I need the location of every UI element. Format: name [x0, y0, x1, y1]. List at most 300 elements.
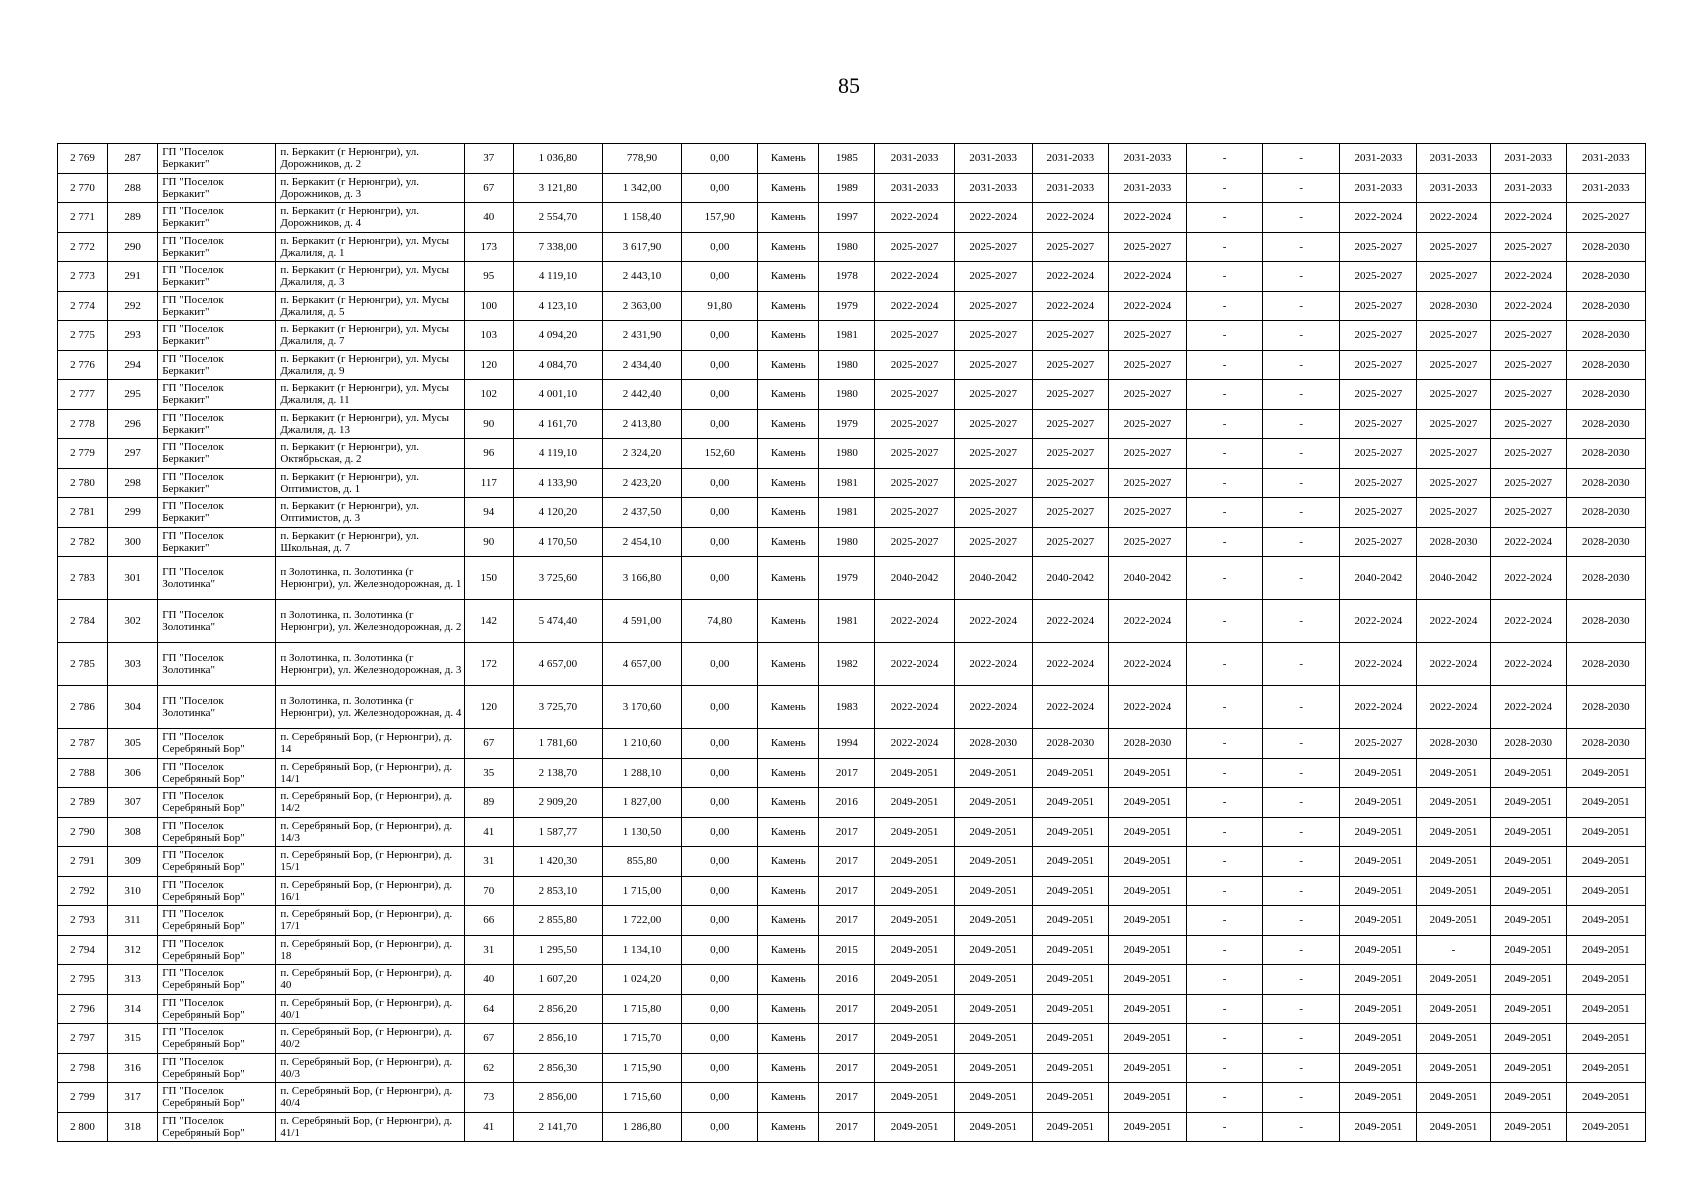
table-cell: 2015 — [819, 935, 875, 965]
table-cell: 2022-2024 — [1490, 643, 1566, 686]
table-cell: 2028-2030 — [954, 729, 1032, 759]
table-cell: п. Серебряный Бор, (г Нерюнгри), д. 40/4 — [276, 1083, 464, 1113]
table-cell: - — [1187, 1083, 1263, 1113]
table-cell: 2049-2051 — [1417, 965, 1490, 995]
table-cell: 2049-2051 — [1566, 817, 1645, 847]
table-cell: 778,90 — [602, 144, 681, 174]
table-cell: 2025-2027 — [1032, 498, 1108, 528]
table-cell: 2 788 — [58, 758, 108, 788]
table-cell: 2049-2051 — [1032, 935, 1108, 965]
table-cell: 0,00 — [682, 498, 758, 528]
table-cell: ГП "Поселок Золотинка" — [158, 686, 276, 729]
table-cell: 2049-2051 — [954, 935, 1032, 965]
table-cell: 2 786 — [58, 686, 108, 729]
table-cell: 64 — [464, 994, 513, 1024]
table-cell: ГП "Поселок Серебряный Бор" — [158, 817, 276, 847]
table-cell: 2 800 — [58, 1112, 108, 1142]
table-cell: - — [1187, 729, 1263, 759]
table-cell: 2049-2051 — [875, 1024, 954, 1054]
table-cell: 4 657,00 — [602, 643, 681, 686]
table-cell: 2031-2033 — [1340, 144, 1417, 174]
table-cell: 2049-2051 — [1032, 994, 1108, 1024]
table-cell: 2028-2030 — [1566, 729, 1645, 759]
table-cell: 292 — [108, 291, 158, 321]
table-cell: 2028-2030 — [1566, 468, 1645, 498]
table-cell: 2 784 — [58, 600, 108, 643]
table-cell: - — [1187, 468, 1263, 498]
table-cell: Камень — [758, 1053, 819, 1083]
table-cell: - — [1263, 468, 1340, 498]
table-cell: 2031-2033 — [954, 144, 1032, 174]
table-cell: 2025-2027 — [1032, 321, 1108, 351]
table-cell: 304 — [108, 686, 158, 729]
table-cell: 0,00 — [682, 144, 758, 174]
table-cell: 2028-2030 — [1566, 600, 1645, 643]
table-cell: 2031-2033 — [1490, 144, 1566, 174]
table-cell: 67 — [464, 729, 513, 759]
table-cell: 3 121,80 — [513, 173, 602, 203]
table-cell: 3 725,70 — [513, 686, 602, 729]
table-row — [58, 935, 1646, 965]
table-row — [58, 291, 1646, 321]
table-cell: 73 — [464, 1083, 513, 1113]
table-cell: 2 769 — [58, 144, 108, 174]
table-cell: 2049-2051 — [1108, 935, 1186, 965]
table-cell: Камень — [758, 527, 819, 557]
table-cell: 2049-2051 — [1490, 1112, 1566, 1142]
table-cell: 2 856,00 — [513, 1083, 602, 1113]
table-cell: п. Беркакит (г Нерюнгри), ул. Дорожников, д. 2 — [276, 144, 464, 174]
table-cell: 1 295,50 — [513, 935, 602, 965]
table-cell: 2025-2027 — [954, 350, 1032, 380]
table-cell: 0,00 — [682, 409, 758, 439]
table-cell: 1 827,00 — [602, 788, 681, 818]
table-cell: 1 715,90 — [602, 1053, 681, 1083]
table-cell: 2025-2027 — [1340, 527, 1417, 557]
table-cell: 2016 — [819, 788, 875, 818]
table-cell: 2025-2027 — [1032, 468, 1108, 498]
table-cell: 2022-2024 — [875, 643, 954, 686]
table-cell: 2049-2051 — [1490, 847, 1566, 877]
table-cell: 2031-2033 — [1340, 173, 1417, 203]
table-cell: 2049-2051 — [1490, 817, 1566, 847]
table-cell: - — [1187, 498, 1263, 528]
table-cell: - — [1263, 686, 1340, 729]
table-cell: 89 — [464, 788, 513, 818]
table-cell: 90 — [464, 527, 513, 557]
table-row — [58, 498, 1646, 528]
table-cell: п. Беркакит (г Нерюнгри), ул. Мусы Джалиля, д. 9 — [276, 350, 464, 380]
table-cell: 2022-2024 — [1108, 203, 1186, 233]
table-cell: п. Беркакит (г Нерюнгри), ул. Дорожников, д. 4 — [276, 203, 464, 233]
table-cell: 2022-2024 — [1108, 600, 1186, 643]
table-cell: 314 — [108, 994, 158, 1024]
table-cell: 3 170,60 — [602, 686, 681, 729]
table-cell: 0,00 — [682, 1053, 758, 1083]
table-cell: - — [1263, 935, 1340, 965]
table-cell: 2 772 — [58, 232, 108, 262]
table-cell: 91,80 — [682, 291, 758, 321]
table-cell: п Золотинка, п. Золотинка (г Нерюнгри), ул. Железнодорожная, д. 2 — [276, 600, 464, 643]
table-cell: 0,00 — [682, 643, 758, 686]
table-cell: п. Беркакит (г Нерюнгри), ул. Мусы Джалиля, д. 3 — [276, 262, 464, 292]
table-cell: 142 — [464, 600, 513, 643]
table-cell: - — [1263, 965, 1340, 995]
table-cell: - — [1187, 1053, 1263, 1083]
table-cell: 66 — [464, 906, 513, 936]
table-cell: 2025-2027 — [1490, 409, 1566, 439]
table-cell: 2049-2051 — [1490, 1083, 1566, 1113]
table-cell: ГП "Поселок Серебряный Бор" — [158, 994, 276, 1024]
table-cell: - — [1263, 527, 1340, 557]
table-cell: - — [1263, 557, 1340, 600]
table-cell: 2 138,70 — [513, 758, 602, 788]
table-cell: 2025-2027 — [1108, 498, 1186, 528]
table-cell: п. Беркакит (г Нерюнгри), ул. Мусы Джалиля, д. 1 — [276, 232, 464, 262]
table-cell: п. Беркакит (г Нерюнгри), ул. Октябрьская, д. 2 — [276, 439, 464, 469]
table-cell: 297 — [108, 439, 158, 469]
table-cell: 2028-2030 — [1490, 729, 1566, 759]
table-cell: 0,00 — [682, 380, 758, 410]
table-cell: 0,00 — [682, 876, 758, 906]
table-cell: 172 — [464, 643, 513, 686]
table-cell: Камень — [758, 173, 819, 203]
table-cell: - — [1263, 291, 1340, 321]
table-cell: 2 141,70 — [513, 1112, 602, 1142]
table-cell: 67 — [464, 173, 513, 203]
table-cell: 1989 — [819, 173, 875, 203]
table-cell: 2025-2027 — [954, 232, 1032, 262]
table-cell: 2022-2024 — [1108, 643, 1186, 686]
table-cell: 2049-2051 — [1417, 847, 1490, 877]
table-cell: 2 795 — [58, 965, 108, 995]
table-cell: п Золотинка, п. Золотинка (г Нерюнгри), ул. Железнодорожная, д. 3 — [276, 643, 464, 686]
table-cell: 2049-2051 — [1108, 1112, 1186, 1142]
table-cell: ГП "Поселок Беркакит" — [158, 350, 276, 380]
table-cell: 2025-2027 — [1340, 729, 1417, 759]
table-cell: 100 — [464, 291, 513, 321]
table-cell: 2049-2051 — [1340, 817, 1417, 847]
table-cell: 1980 — [819, 380, 875, 410]
table-row — [58, 686, 1646, 729]
table-cell: - — [1263, 1112, 1340, 1142]
table-cell: Камень — [758, 817, 819, 847]
table-cell: 293 — [108, 321, 158, 351]
table-cell: 2 796 — [58, 994, 108, 1024]
table-cell: 2049-2051 — [1566, 847, 1645, 877]
table-cell: 2025-2027 — [1108, 350, 1186, 380]
table-cell: 3 725,60 — [513, 557, 602, 600]
page-number: 85 — [838, 73, 860, 98]
table-cell: 2049-2051 — [1490, 994, 1566, 1024]
table-cell: 0,00 — [682, 965, 758, 995]
table-row — [58, 262, 1646, 292]
table-cell: 2049-2051 — [1108, 1024, 1186, 1054]
table-cell: 2 770 — [58, 173, 108, 203]
table-cell: 289 — [108, 203, 158, 233]
table-cell: 2025-2027 — [1417, 409, 1490, 439]
table-cell: 2022-2024 — [875, 203, 954, 233]
table-cell: 95 — [464, 262, 513, 292]
table-cell: ГП "Поселок Беркакит" — [158, 439, 276, 469]
table-cell: 316 — [108, 1053, 158, 1083]
table-cell: 7 338,00 — [513, 232, 602, 262]
table-cell: 2049-2051 — [1490, 758, 1566, 788]
table-cell: 37 — [464, 144, 513, 174]
table-cell: 2049-2051 — [875, 965, 954, 995]
table-cell: ГП "Поселок Серебряный Бор" — [158, 788, 276, 818]
table-cell: 2 454,10 — [602, 527, 681, 557]
table-cell: 2031-2033 — [1417, 144, 1490, 174]
table-cell: ГП "Поселок Беркакит" — [158, 409, 276, 439]
table-cell: 2 771 — [58, 203, 108, 233]
table-cell: 311 — [108, 906, 158, 936]
table-cell: 1997 — [819, 203, 875, 233]
table-cell: 2049-2051 — [1566, 1083, 1645, 1113]
table-cell: Камень — [758, 232, 819, 262]
table-cell: 2 790 — [58, 817, 108, 847]
table-cell: 2022-2024 — [1032, 291, 1108, 321]
table-cell: 2022-2024 — [1032, 262, 1108, 292]
table-row — [58, 1024, 1646, 1054]
table-cell: 4 119,10 — [513, 439, 602, 469]
table-cell: 2 776 — [58, 350, 108, 380]
table-cell: 70 — [464, 876, 513, 906]
table-cell: 120 — [464, 686, 513, 729]
table-cell: 2 431,90 — [602, 321, 681, 351]
table-cell: 2031-2033 — [1566, 144, 1645, 174]
table-cell: - — [1263, 1053, 1340, 1083]
table-cell: 2022-2024 — [1340, 686, 1417, 729]
table-cell: 2049-2051 — [1566, 965, 1645, 995]
table-cell: ГП "Поселок Беркакит" — [158, 232, 276, 262]
table-cell: 2049-2051 — [954, 1112, 1032, 1142]
table-cell: - — [1263, 409, 1340, 439]
table-cell: 5 474,40 — [513, 600, 602, 643]
table-cell: 2049-2051 — [954, 876, 1032, 906]
table-cell: 41 — [464, 1112, 513, 1142]
table-cell: 2049-2051 — [1108, 847, 1186, 877]
table-cell: 2049-2051 — [1032, 758, 1108, 788]
table-cell: ГП "Поселок Беркакит" — [158, 144, 276, 174]
table-cell: 307 — [108, 788, 158, 818]
table-cell: - — [1187, 994, 1263, 1024]
table-cell: 40 — [464, 965, 513, 995]
table-cell: 2 437,50 — [602, 498, 681, 528]
table-cell: - — [1187, 262, 1263, 292]
table-cell: 1994 — [819, 729, 875, 759]
table-row — [58, 965, 1646, 995]
table-cell: 287 — [108, 144, 158, 174]
table-cell: 2025-2027 — [1490, 350, 1566, 380]
table-cell: 2022-2024 — [954, 643, 1032, 686]
table-cell: - — [1187, 1112, 1263, 1142]
table-cell: 2028-2030 — [1032, 729, 1108, 759]
table-cell: 2 785 — [58, 643, 108, 686]
table-cell: 0,00 — [682, 527, 758, 557]
table-row — [58, 1112, 1646, 1142]
table-cell: Камень — [758, 994, 819, 1024]
table-cell: 2040-2042 — [1032, 557, 1108, 600]
table-cell: 1 158,40 — [602, 203, 681, 233]
table-cell: 2017 — [819, 758, 875, 788]
table-cell: 0,00 — [682, 686, 758, 729]
table-cell: 2022-2024 — [1490, 291, 1566, 321]
table-cell: 2022-2024 — [954, 600, 1032, 643]
table-cell: ГП "Поселок Беркакит" — [158, 498, 276, 528]
table-cell: 2022-2024 — [875, 262, 954, 292]
table-cell: - — [1187, 350, 1263, 380]
table-cell: 2049-2051 — [1340, 788, 1417, 818]
table-cell: Камень — [758, 321, 819, 351]
table-cell: - — [1417, 935, 1490, 965]
table-cell: - — [1263, 350, 1340, 380]
table-cell: 2049-2051 — [1108, 758, 1186, 788]
table-row — [58, 203, 1646, 233]
table-cell: 35 — [464, 758, 513, 788]
table-cell: - — [1187, 321, 1263, 351]
table-cell: п. Серебряный Бор, (г Нерюнгри), д. 14/3 — [276, 817, 464, 847]
table-cell: 2025-2027 — [1032, 232, 1108, 262]
table-cell: п Золотинка, п. Золотинка (г Нерюнгри), ул. Железнодорожная, д. 4 — [276, 686, 464, 729]
table-cell: 2049-2051 — [954, 1024, 1032, 1054]
table-cell: 2049-2051 — [954, 758, 1032, 788]
table-cell: Камень — [758, 788, 819, 818]
table-cell: - — [1263, 729, 1340, 759]
table-cell: 2049-2051 — [1032, 817, 1108, 847]
table-cell: 4 170,50 — [513, 527, 602, 557]
table-cell: 2049-2051 — [1108, 817, 1186, 847]
table-cell: 2022-2024 — [1108, 686, 1186, 729]
table-cell: 2049-2051 — [1566, 1053, 1645, 1083]
table-cell: 2031-2033 — [1566, 173, 1645, 203]
table-cell: ГП "Поселок Серебряный Бор" — [158, 1024, 276, 1054]
table-cell: 0,00 — [682, 935, 758, 965]
table-cell: 1 715,70 — [602, 1024, 681, 1054]
table-cell: 2028-2030 — [1566, 643, 1645, 686]
table-cell: 1978 — [819, 262, 875, 292]
table-cell: - — [1263, 380, 1340, 410]
table-cell: 2017 — [819, 906, 875, 936]
table-cell: 2025-2027 — [1108, 527, 1186, 557]
table-row — [58, 468, 1646, 498]
table-cell: 312 — [108, 935, 158, 965]
table-cell: 2 413,80 — [602, 409, 681, 439]
table-cell: 2028-2030 — [1417, 291, 1490, 321]
table-cell: 67 — [464, 1024, 513, 1054]
table-cell: п. Беркакит (г Нерюнгри), ул. Мусы Джалиля, д. 11 — [276, 380, 464, 410]
table-cell: 0,00 — [682, 817, 758, 847]
table-cell: 2031-2033 — [1490, 173, 1566, 203]
table-cell: 2031-2033 — [1032, 144, 1108, 174]
table-cell: 2 780 — [58, 468, 108, 498]
table-cell: 2040-2042 — [875, 557, 954, 600]
table-cell: 2049-2051 — [1417, 1112, 1490, 1142]
table-cell: 2049-2051 — [1566, 1024, 1645, 1054]
table-cell: 2028-2030 — [1566, 380, 1645, 410]
table-cell: 2031-2033 — [1108, 173, 1186, 203]
table-cell: 2025-2027 — [875, 350, 954, 380]
table-cell: 2049-2051 — [1490, 1053, 1566, 1083]
table-cell: 2 797 — [58, 1024, 108, 1054]
table-cell: - — [1187, 203, 1263, 233]
table-cell: 2017 — [819, 994, 875, 1024]
table-cell: 0,00 — [682, 729, 758, 759]
table-cell: Камень — [758, 203, 819, 233]
table-cell: 2025-2027 — [954, 291, 1032, 321]
table-cell: 2017 — [819, 817, 875, 847]
table-cell: 62 — [464, 1053, 513, 1083]
table-cell: 2049-2051 — [1032, 1024, 1108, 1054]
table-cell: 313 — [108, 965, 158, 995]
table-cell: 2025-2027 — [1032, 380, 1108, 410]
table-row — [58, 876, 1646, 906]
table-cell: 1 715,00 — [602, 876, 681, 906]
table-cell: 2049-2051 — [1340, 994, 1417, 1024]
table-cell: 2025-2027 — [1108, 232, 1186, 262]
table-cell: - — [1187, 876, 1263, 906]
table-cell: 1 781,60 — [513, 729, 602, 759]
table-cell: 300 — [108, 527, 158, 557]
table-cell: 2028-2030 — [1566, 686, 1645, 729]
table-cell: 2025-2027 — [1340, 468, 1417, 498]
table-cell: 2025-2027 — [1108, 409, 1186, 439]
table-cell: 2049-2051 — [1340, 847, 1417, 877]
table-cell: 0,00 — [682, 906, 758, 936]
table-row — [58, 643, 1646, 686]
table-cell: - — [1263, 643, 1340, 686]
table-cell: 2022-2024 — [1490, 686, 1566, 729]
table-cell: 2025-2027 — [954, 439, 1032, 469]
table-cell: Камень — [758, 350, 819, 380]
table-cell: 2049-2051 — [1417, 906, 1490, 936]
table-cell: 0,00 — [682, 262, 758, 292]
table-cell: 2025-2027 — [1417, 321, 1490, 351]
table-cell: ГП "Поселок Беркакит" — [158, 380, 276, 410]
table-cell: Камень — [758, 409, 819, 439]
table-cell: 2 434,40 — [602, 350, 681, 380]
table-cell: - — [1187, 409, 1263, 439]
table-cell: - — [1263, 994, 1340, 1024]
table-cell: 2025-2027 — [875, 409, 954, 439]
table-cell: Камень — [758, 876, 819, 906]
table-cell: 308 — [108, 817, 158, 847]
table-cell: 4 133,90 — [513, 468, 602, 498]
table-cell: 2016 — [819, 965, 875, 995]
table-cell: 2025-2027 — [1340, 380, 1417, 410]
table-cell: 2025-2027 — [954, 380, 1032, 410]
table-cell: 2028-2030 — [1566, 557, 1645, 600]
table-cell: - — [1263, 321, 1340, 351]
table-cell: 2049-2051 — [1566, 994, 1645, 1024]
table-cell: 1 715,60 — [602, 1083, 681, 1113]
table-cell: 2017 — [819, 1112, 875, 1142]
table-cell: п. Серебряный Бор, (г Нерюнгри), д. 14/1 — [276, 758, 464, 788]
table-cell: 295 — [108, 380, 158, 410]
table-cell: п. Беркакит (г Нерюнгри), ул. Оптимистов, д. 1 — [276, 468, 464, 498]
table-cell: 2025-2027 — [875, 498, 954, 528]
table-cell: 318 — [108, 1112, 158, 1142]
table-cell: 0,00 — [682, 1112, 758, 1142]
table-cell: 2022-2024 — [1490, 600, 1566, 643]
table-cell: 0,00 — [682, 468, 758, 498]
table-cell: 152,60 — [682, 439, 758, 469]
housing-registry-table — [57, 143, 1646, 1142]
table-cell: 2031-2033 — [875, 144, 954, 174]
table-cell: Камень — [758, 380, 819, 410]
table-cell: 2 363,00 — [602, 291, 681, 321]
table-cell: 2028-2030 — [1566, 291, 1645, 321]
